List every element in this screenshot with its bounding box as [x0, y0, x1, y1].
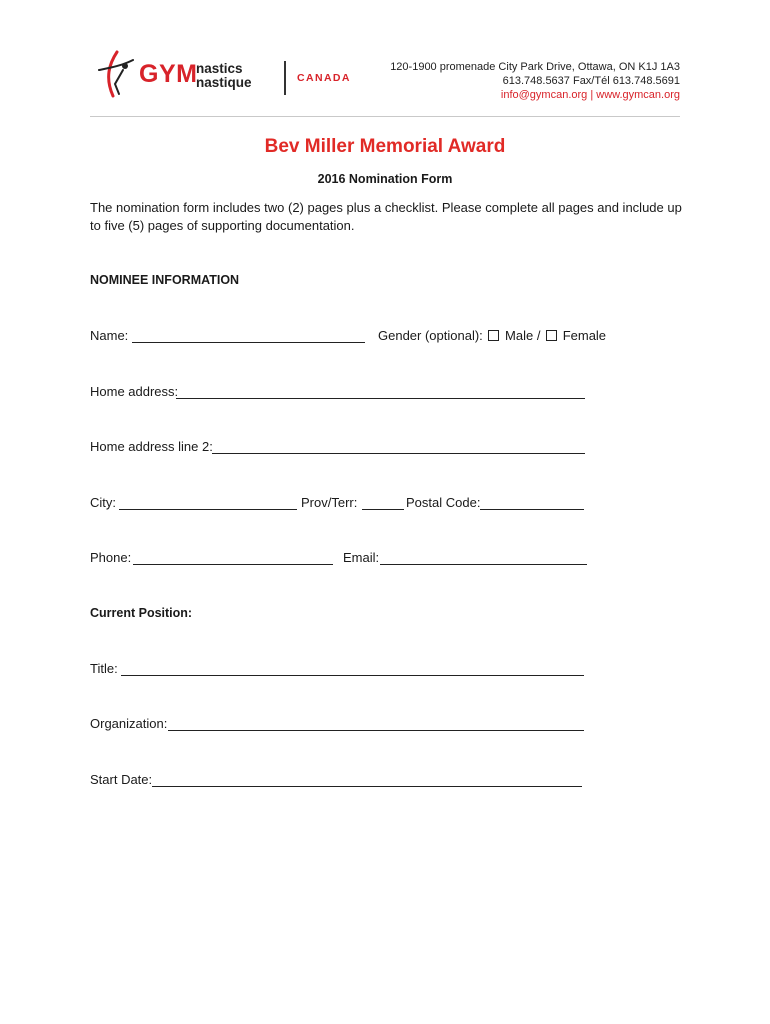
home-address-label: Home address: — [90, 384, 179, 399]
address-line-1: 120-1900 promenade City Park Drive, Ottawa, ON K1J 1A3 — [390, 61, 680, 73]
home-address-2-field[interactable] — [212, 453, 585, 454]
postal-code-label: Postal Code: — [406, 495, 481, 510]
home-address-2-label: Home address line 2: — [90, 439, 213, 454]
postal-code-field[interactable] — [480, 509, 584, 510]
brand-line-2: nastique — [196, 75, 252, 90]
start-date-field[interactable] — [152, 786, 582, 787]
organization-field[interactable] — [168, 730, 584, 731]
gymnast-logo-icon — [95, 50, 137, 98]
section-current-position: Current Position: — [90, 606, 193, 620]
gender-text: Gender (optional): — [378, 328, 483, 343]
name-field[interactable] — [132, 342, 365, 343]
start-date-label: Start Date: — [90, 772, 153, 787]
intro-paragraph: The nomination form includes two (2) pages plus a checklist. Please complete all pages and include up to five (5) pages of supporting documentation. — [90, 200, 682, 233]
phone-fax-line: 613.748.5637 Fax/Tél 613.748.5691 — [502, 75, 680, 87]
brand-canada: CANADA — [297, 72, 351, 84]
city-field[interactable] — [119, 509, 297, 510]
male-label: Male / — [505, 328, 541, 343]
brand-gym: GYM — [139, 60, 198, 88]
city-label: City: — [90, 495, 116, 510]
gender-label — [378, 328, 606, 343]
female-label: Female — [562, 328, 607, 343]
email-website-link[interactable]: info@gymcan.org | www.gymcan.org — [500, 89, 680, 101]
header-divider — [90, 116, 680, 117]
name-label: Name: — [90, 328, 129, 343]
award-title: Bev Miller Memorial Award — [264, 136, 506, 157]
phone-label: Phone: — [90, 550, 132, 565]
section-nominee-information: NOMINEE INFORMATION — [90, 273, 240, 287]
email-label: Email: — [343, 550, 380, 565]
brand-separator — [284, 61, 286, 95]
form-subtitle: 2016 Nomination Form — [317, 172, 453, 186]
prov-field[interactable] — [362, 509, 404, 510]
phone-field[interactable] — [133, 564, 333, 565]
home-address-field[interactable] — [176, 398, 585, 399]
title-label: Title: — [90, 661, 118, 676]
brand-line-1: nastics — [196, 61, 243, 76]
organization-label: Organization: — [90, 716, 168, 731]
male-checkbox[interactable] — [488, 330, 499, 341]
female-checkbox[interactable] — [546, 330, 557, 341]
title-field[interactable] — [121, 675, 584, 676]
email-field[interactable] — [380, 564, 587, 565]
prov-label: Prov/Terr: — [301, 495, 358, 510]
